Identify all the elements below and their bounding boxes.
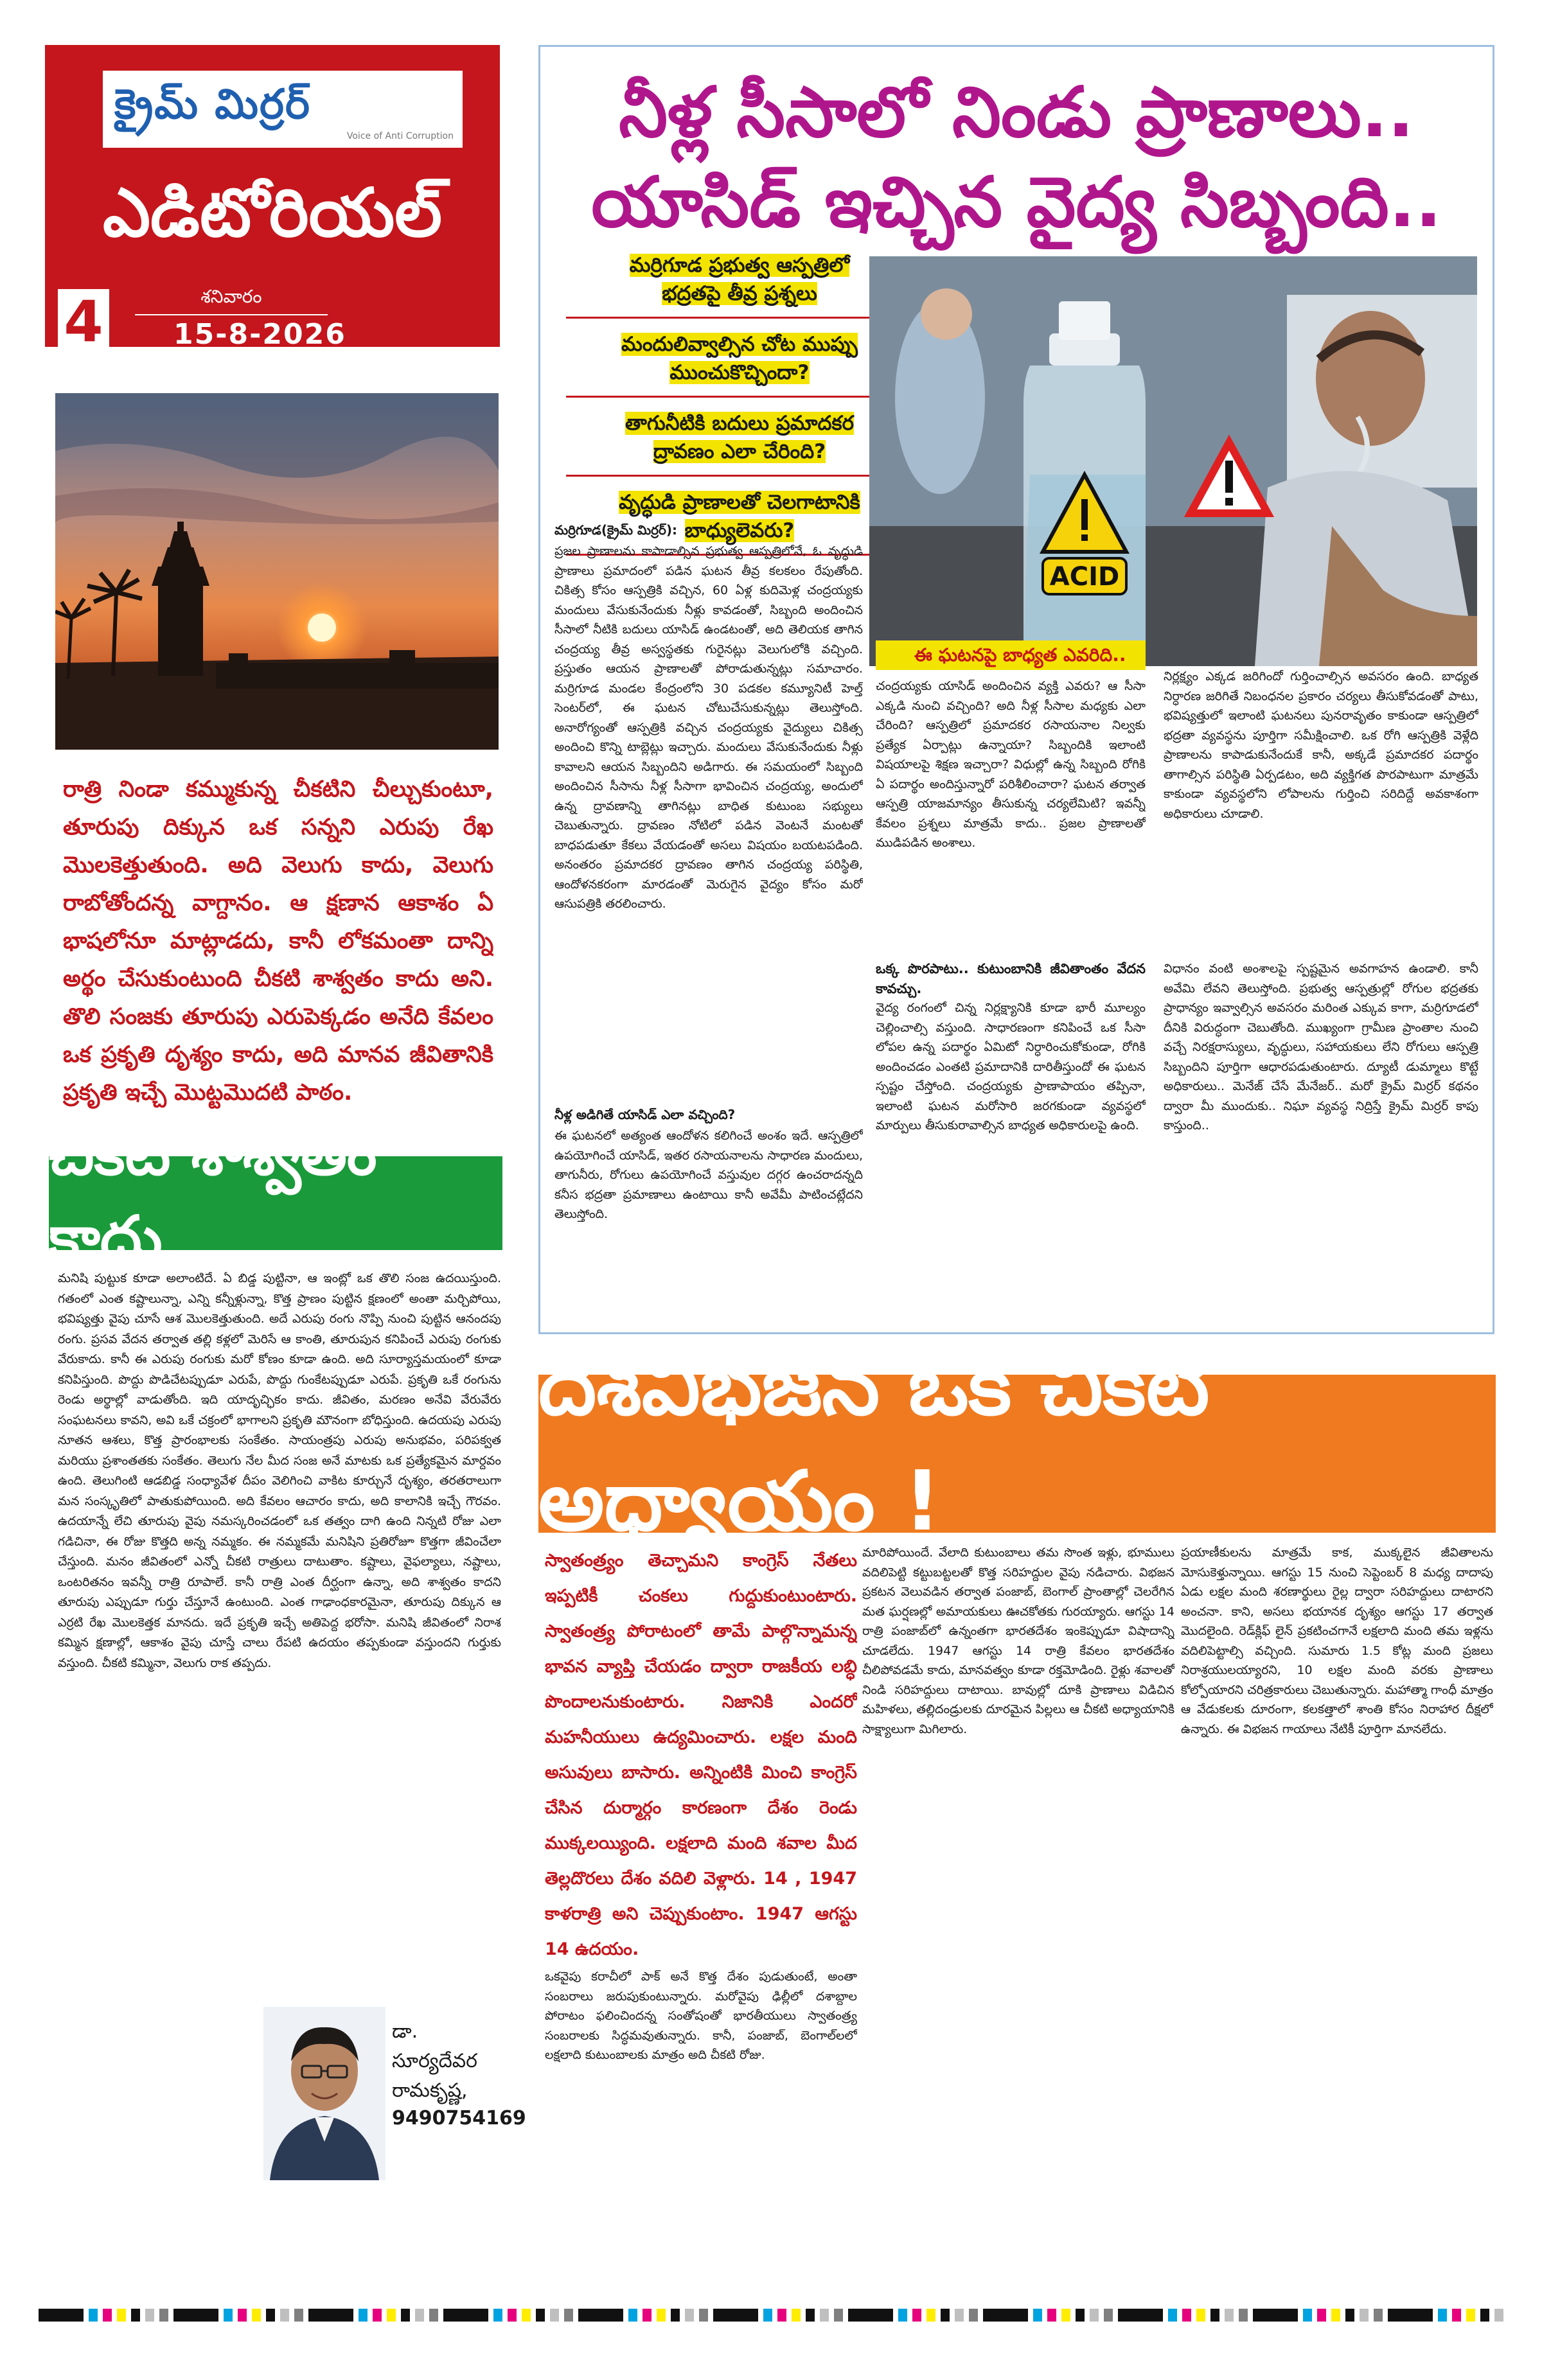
registration-block: [1210, 2309, 1219, 2322]
registration-block: [508, 2309, 517, 2322]
registration-block: [941, 2309, 950, 2322]
registration-block: [308, 2309, 353, 2322]
registration-block: [1118, 2309, 1163, 2322]
registration-block: [89, 2309, 98, 2322]
registration-block: [252, 2309, 261, 2322]
question-item: వృద్ధుడి ప్రాణాలతో చెలగాటానికి బాధ్యులెవరు?: [566, 483, 881, 556]
registration-block: [280, 2309, 289, 2322]
registration-block: [1494, 2309, 1503, 2322]
registration-block: [1182, 2309, 1191, 2322]
registration-block: [1480, 2309, 1489, 2322]
section-title: ఎడిటోరియల్: [102, 173, 442, 252]
registration-block: [1225, 2309, 1234, 2322]
registration-block: [806, 2309, 815, 2322]
issue-day: శనివారం: [135, 286, 328, 315]
partition-column-2: మారిపోయిందే. వేలాది కుటుంబాలు తమ సొంత ఇళ్లు, భూములు వదిలిపెట్టి కట్టుబట్టలతో కొత్త సరిహద్దుల వైపు నడిచారు. విభజన ప్రకటన వెలువడిన తర్వాత పంజాబ్, బెంగాల్ ప్రాంతాల్లో చెలరేగిన మత ఘర్షణల్లో అమాయకులు ఊచకోతకు గురయ్యారు. ఆగస్టు 14 రాత్రి పంజాబ్‌లో ఉన్నంతగా భారతదేశం ఇంకెప్పుడూ విషాదాన్ని చూడలేదు. 1947 ఆగస్టు 14 రాత్రి కేవలం భారతదేశం చీలిపోవడమే కాదు, మానవత్వం కూడా రక్తమోడింది. రైళ్లు శవాలతో నిండి సరిహద్దులు దాటాయి. బావుల్లో దూకి ప్రాణాలు విడిచిన మహిళలు, తల్లిదండ్రులకు దూరమైన పిల్లలు ఆ చీకటి అధ్యాయానికి సాక్ష్యాలుగా మిగిలారు.: [862, 1546, 1174, 1736]
registration-block: [792, 2309, 801, 2322]
acid-illustration: [869, 256, 1477, 666]
registration-block: [387, 2309, 396, 2322]
masthead: [45, 45, 500, 355]
registration-block: [1374, 2309, 1383, 2322]
acid-label: ACID: [1049, 562, 1120, 592]
editorial-banner: [49, 1120, 502, 1272]
registration-block: [685, 2309, 694, 2322]
registration-block: [969, 2309, 978, 2322]
registration-block: [578, 2309, 623, 2322]
story-subheading: నీళ్ల అడిగితే యాసిడ్ ఎలా వచ్చింది?: [554, 1107, 736, 1122]
story-column-1-continued: ఈ ఘటనలో అత్యంత ఆందోళన కలిగించే అంశం ఇదే. ఆస్పత్రిలో ఉపయోగించే యాసిడ్, ఇతర రసాయనాలను సాధారణ మందులు, తాగునీరు, రోగులు ఉపయోగించే వస్తువుల దగ్గర ఉంచరాదన్నది కనీస భద్రతా ప్రమాణాలు ఉంటాయి కానీ అవేమీ పాటించట్లేదని తెలుస్తోంది.: [554, 1129, 863, 1221]
registration-block: [266, 2309, 275, 2322]
registration-block: [834, 2309, 843, 2322]
registration-block: [1452, 2309, 1461, 2322]
sunrise-temple-photo: [55, 393, 499, 750]
registration-block: [1090, 2309, 1099, 2322]
registration-block: [1317, 2309, 1326, 2322]
story-byline: మర్రిగూడ(క్రైమ్ మిర్రర్):: [554, 522, 677, 538]
editorial-body: మనిషి పుట్టుక కూడా అలాంటిదే. ఏ బిడ్డ పుట్టినా, ఆ ఇంట్లో ఒక తొలి సంజ ఉదయిస్తుంది. గతంలో ఎంత కష్టాలున్నా, ఎన్ని కన్నీళ్లున్నా, కొత్త ప్రాణం పుట్టిన క్షణంలో అంతా మర్చిపోయి, భవిష్యత్తు వైపు చూసే ఆశ మొలకెత్తుతుంది. అదే ఎరుపు రంగు నొప్పి నుంచి పుట్టిన ఆనందపు రంగు. ప్రసవ వేదన తర్వాత తల్లి కళ్లలో మెరిసే ఆ కాంతి, తూరుపున కనిపించే ఎరుపు రంగుకు వేరుకాదు. కానీ ఈ ఎరుపు రంగుకు మరో కోణం కూడా ఉంది. అది సూర్యాస్తమయంలో కూడా కనిపిస్తుంది. పొద్దు పొడిచేటప్పుడూ ఎరుపే, పొద్దు గుంకేటప్పుడూ ఎరుపే. ప్రకృతి ఒకే రంగును రెండు అర్థాల్లో వాడుతోంది. ఇది యాదృచ్ఛికం కాదు. జీవితం, మరణం అనేవి వేరువేరు సంఘటనలు కావని, అవి ఒకే చక్రంలో భాగాలని ప్రకృతి మౌనంగా బోధిస్తుంది. ఉదయపు ఎరుపు నూతన ఆశలు, కొత్త ప్రారంభాలకు సంకేతం. సాయంత్రపు ఎరుపు అనుభవం, పరిపక్వత మరియు ప్రశాంతతకు సంకేతం. తెలుగు నేల మీద సంజ అనే మాటకు ఒక ప్రత్యేకమైన మార్దవం ఉంది. తెలుగింటి ఆడబిడ్డ సంధ్యావేళ దీపం వెలిగించి వాకిట కూర్చునే దృశ్యం, తరతరాలుగా మన సంస్కృతిలో పాతుకుపోయింది. అది కేవలం ఆచారం కాదు, అది కాలానికి ఇచ్చే గౌరవం. ఉదయాన్నే లేచి తూరుపు వైపు నమస్కరించడంలో ఒక తత్వం దాగి ఉంది నిన్నటి రోజు ఎలా గడిచినా, ఈ రోజు కొత్తది అన్న నమ్మకం. ఈ నమ్మకమే మనిషిని ప్రతిరోజూ కొత్తగా జీవించేలా చేస్తుంది. మనం జీవితంలో ఎన్నో చీకటి రాత్రులు దాటుతాం. కష్టాలు, వైఫల్యాలు, నష్టాలు, ఒంటరితనం ఇవన్నీ రాత్రి రూపాలే. కానీ రాత్రి ఎంత దీర్ఘంగా ఉన్నా, అది శాశ్వతం కాదని తూరుపు ఎప్పుడూ గుర్తు చేస్తూనే ఉంటుంది. ఎంత గాఢాంధకారమైనా, తూరుపు దిక్కున ఆ ఎర్రటి రేఖ మొలకెత్తక మానదు. ఇదే ప్రకృతి ఇచ్చే అతిపెద్ద భరోసా. మనిషి జీవితంలో నిరాశ కమ్మిన క్షణాల్లో, ఆకాశం వైపు చూస్తే చాలు రేపటి ఉదయం తప్పకుండా వస్తుందని గుర్తుకు వస్తుంది. చీకటి కమ్మినా, వెలుగు రాక తప్పదు.: [58, 1271, 501, 1670]
registration-block: [699, 2309, 708, 2322]
story-column-3-continued: విధానం వంటి అంశాలపై స్పష్టమైన అవగాహన ఉండాలి. కానీ అవేమి లేవని తెలుస్తోంది. ప్రభుత్వ ఆస్పత్రుల్లో రోగుల భద్రతకు ప్రాధాన్యం ఇవ్వాల్సిన అవసరం మరింత ఎక్కువ కాగా, మర్రిగూడలో దీనికి విరుద్ధంగా చెబుతోంది. ముఖ్యంగా గ్రామీణ ప్రాంతాల నుంచి వచ్చే నిరక్షరాస్యులు, వృద్ధులు, సహాయకులు లేని రోగులు ఆస్పత్రి సిబ్బందిని పూర్తిగా ఆధారపడుతుంటారు. ద్యూటీ డుమ్మాలు కొట్టే అధికారులు.. మెనేజ్ చేసే మేనేజర్.. మరో క్రైమ్ మిర్రర్ కథనం ద్వారా మీ ముందుకు.. నిఘా వ్యవస్థ నిద్రిస్తే క్రైమ్ మిర్రర్ కాపు కాస్తుంది..: [1164, 962, 1478, 1133]
question-item: తాగునీటికి బదులు ప్రమాదకర ద్రావణం ఎలా చేరింది?: [566, 404, 881, 477]
partition-column-1-text: ఒకవైపు కరాచీలో పాక్ అనే కొత్త దేశం పుడుతుంటే, అంతా సంబరాలు జరుపుకుంటున్నారు. మరోవైపు ఢిల్లీలో దశాబ్దాల పోరాటం ఫలించిందన్న సంతోషంతో భారతీయులు స్వాతంత్ర్య సంబరాలకు సిద్ధమవుతున్నారు. కానీ, పంజాబ్, బెంగాల్‌లలో లక్షలాది కుటుంబాలకు మాత్రం అది చీకటి రోజు.: [545, 1970, 857, 2062]
responsibility-subheading: ఈ ఘటనపై బాధ్యత ఎవరిది..: [876, 640, 1146, 670]
registration-block: [564, 2309, 573, 2322]
question-list: [566, 246, 881, 562]
registration-block: [657, 2309, 666, 2322]
registration-block: [1196, 2309, 1205, 2322]
sunrise-illustration: [55, 393, 499, 750]
registration-block: [1438, 2309, 1447, 2322]
partition-headline: దేశవిభజన ఒక చీకటి అధ్యాయం !: [538, 1338, 1210, 1549]
acid-bottle-patient-photo: [869, 256, 1477, 666]
editorial-banner-text: చీకటి శాశ్వతం కాదు: [49, 1120, 377, 1272]
registration-block: [1360, 2309, 1369, 2322]
registration-block: [373, 2309, 382, 2322]
partition-story: [538, 1535, 1496, 2248]
newspaper-logo: [103, 71, 463, 148]
story-column-2-text: వైద్య రంగంలో చిన్న నిర్లక్ష్యానికి కూడా భారీ మూల్యం చెల్లించాల్సి వస్తుంది. సాధారణంగా కనిపించే ఒక సీసా లోపల ఉన్న పదార్థం ఏమిటో నిర్ధారించుకోకుండా, రోగికి అందించడం ఎంతటి ప్రమాదానికి దారితీస్తుందో ఈ ఘటన స్పష్టం చేస్తోంది. చంద్రయ్యకు ప్రాణాపాయం తప్పినా, ఇలాంటి ఘటన మరోసారి జరగకుండా వ్యవస్థలో మార్పులు తీసుకురావాల్సిన బాధ్యత అధికారులపై ఉంది.: [876, 1001, 1146, 1133]
registration-block: [117, 2309, 126, 2322]
author-box: [256, 1991, 526, 2216]
registration-block: [522, 2309, 531, 2322]
registration-block: [898, 2309, 907, 2322]
registration-block: [1239, 2309, 1248, 2322]
registration-block: [294, 2309, 303, 2322]
registration-marks: [39, 2306, 1503, 2324]
registration-block: [550, 2309, 559, 2322]
registration-block: [1253, 2309, 1298, 2322]
registration-block: [145, 2309, 154, 2322]
registration-block: [926, 2309, 935, 2322]
registration-block: [1345, 2309, 1354, 2322]
registration-block: [536, 2309, 545, 2322]
partition-headline-banner: [538, 1338, 1496, 1549]
story-column-1: ప్రజల ప్రాణాలను కాపాడాల్సిన ప్రభుత్వ ఆస్పత్రిలోనే, ఓ వృద్ధుడి ప్రాణాలు ప్రమాదంలో పడిన ఘటన తీవ్ర కలకలం రేపుతోంది. చికిత్స కోసం ఆస్పత్రికి వచ్చిన, 60 ఏళ్ల కుదిమెళ్ల చంద్రయ్యకు మందులు వేసుకునేందుకు నీళ్లు కావడంతో, సిబ్బంది అందించిన సీసాలో నీటికి బదులు యాసిడ్ ఉండటంతో, అది తెలియక తాగిన చంద్రయ్య తీవ్ర అస్వస్థతకు గురైనట్లు వెలుగులోకి వచ్చింది. ప్రస్తుతం ఆయన ప్రాణాలతో పోరాడుతున్నట్లు సమాచారం. మర్రిగూడ మండల కేంద్రంలోని 30 పడకల కమ్యూనిటీ హెల్త్ సెంటర్‌లో, ఈ ఘటన చోటుచేసుకున్నట్లు తెలుస్తోంది. అనారోగ్యంతో ఆస్పత్రికి వచ్చిన చంద్రయ్యకు వైద్యులు చికిత్స అందించి కొన్ని టాబ్లెట్లు ఇచ్చారు. మందులు వేసుకునేందుకు నీళ్లు కావాలని ఆయన సిబ్బందిని అడిగారు. ఈ సమయంలో సిబ్బంది అందించిన సీసాను నీళ్ల సీసాగా భావించిన చంద్రయ్య, అందులో ఉన్న ద్రావణాన్ని తాగినట్లు బాధిత కుటుంబ సభ్యులు చెబుతున్నారు. ద్రావణం నోటిలో పడిన వెంటనే మంటతో బాధపడుతూ కేకలు వేయడంతో అసలు విషయం బయటపడింది. అనంతరం ప్రమాదకర ద్రావణం తాగిన చంద్రయ్య పరిస్థితి, ఆందోళనకరంగా మారడంతో మెరుగైన వైద్యం కోసం మరో ఆసుపత్రికి తరలించారు.: [554, 544, 863, 911]
logo-tagline: Voice of Anti Corruption: [346, 131, 454, 141]
question-item: మందులివ్వాల్సిన చోట ముప్పు ముంచుకొచ్చిందా?: [566, 325, 881, 398]
print-registration-bar: [39, 2306, 1503, 2324]
registration-block: [955, 2309, 964, 2322]
registration-block: [642, 2309, 651, 2322]
registration-block: [493, 2309, 502, 2322]
registration-block: [1331, 2309, 1340, 2322]
registration-block: [1303, 2309, 1312, 2322]
author-portrait: [263, 2007, 386, 2180]
registration-block: [359, 2309, 368, 2322]
registration-block: [713, 2309, 758, 2322]
issue-date: 15-8-2026: [173, 318, 346, 351]
registration-block: [671, 2309, 680, 2322]
registration-block: [1033, 2309, 1042, 2322]
registration-block: [401, 2309, 410, 2322]
registration-block: [628, 2309, 637, 2322]
registration-block: [1047, 2309, 1056, 2322]
partition-column-1: [545, 1543, 857, 2237]
registration-block: [777, 2309, 786, 2322]
main-headline-line-2: యాసిడ్ ఇచ్చిన వైద్య సిబ్బంది..: [591, 163, 1442, 243]
registration-block: [1076, 2309, 1085, 2322]
registration-block: [173, 2309, 218, 2322]
registration-block: [103, 2309, 112, 2322]
editorial-poem: రాత్రి నిండా కమ్ముకున్న చీకటిని చీల్చుకుంటూ, తూరుపు దిక్కున ఒక సన్నని ఎరుపు రేఖ మొలకెత్తుతుంది. అది వెలుగు కాదు, వెలుగు రాబోతోందన్న వాగ్దానం. ఆ క్షణాన ఆకాశం ఏ భాషలోనూ మాట్లాడదు, కానీ లోకమంతా దాన్ని అర్థం చేసుకుంటుంది చీకటి శాశ్వతం కాదు అని. తొలి సంజకు తూరుపు ఎరుపెక్కడం అనేది కేవలం ఒక ప్రకృతి దృశ్యం కాదు, అది మానవ జీవితానికి ప్రకృతి ఇచ్చే మొట్టమొదటి పాఠం.: [63, 777, 493, 1106]
registration-block: [429, 2309, 438, 2322]
story-column-2-continued: [876, 959, 1146, 1319]
story-column-3: నిర్లక్ష్యం ఎక్కడ జరిగిందో గుర్తించాల్సిన అవసరం ఉంది. బాధ్యత నిర్ధారణ జరిగితే నిబంధనల ప్రకారం చర్యలు తీసుకోవడంతో పాటు, భవిష్యత్తులో ఇలాంటి ఘటనలు పునరావృతం కాకుండా ఆస్పత్రిలో భద్రతా వ్యవస్థను పూర్తిగా సమీక్షించాలి. ఒక రోగి ఆస్పత్రికి వెళ్లేది ప్రాణాలను కాపాడుకునేందుకే కానీ, అక్కడే ప్రమాదకర పదార్థం తాగాల్సిన పరిస్థితి ఏర్పడటం, అది వ్యక్తిగత పొరపాటుగా మాత్రమే కాకుండా వ్యవస్థలోని లోపాలను గుర్తించి సరిదిద్దే అవకాశంగా అధికారులు చూడాలి.: [1164, 669, 1478, 821]
registration-block: [763, 2309, 772, 2322]
registration-block: [39, 2309, 84, 2322]
editorial-body-continued: [58, 1946, 257, 2216]
main-story: [538, 45, 1494, 1334]
registration-block: [1388, 2309, 1433, 2322]
registration-block: [912, 2309, 921, 2322]
author-phone: 9490754169: [392, 2107, 526, 2129]
page-number: 4: [58, 289, 109, 353]
registration-block: [1104, 2309, 1113, 2322]
registration-block: [983, 2309, 1028, 2322]
partition-lead: స్వాతంత్ర్యం తెచ్చామని కాంగ్రెస్ నేతలు ఇప్పటికీ చంకలు గుద్దుకుంటుంటారు. స్వాతంత్ర్య పోరాటంలో తామే పాల్గొన్నామన్న భావన వ్యాప్తి చేయడం ద్వారా రాజకీయ లబ్ధి పొందాలనుకుంటారు. నిజానికి ఎందరో మహనీయులు ఉద్యమించారు. లక్షల మంది అసువులు బాసారు. అన్నింటికి మించి కాంగ్రెస్ చేసిన దుర్మార్గం కారణంగా దేశం రెండు ముక్కలయ్యింది. లక్షలాది మంది శవాల మీద తెల్లదొరలు దేశం వదిలి వెళ్లారు. 14 , 1947 కాళరాత్రి అని చెప్పుకుంటాం. 1947 ఆగస్టు 14 ఉదయం.: [545, 1551, 857, 1959]
question-item: మర్రిగూడ ప్రభుత్వ ఆస్పత్రిలో భద్రతపై తీవ్ర ప్రశ్నలు: [566, 246, 881, 319]
main-headline-line-1: నీళ్ల సీసాలో నిండు ప్రాణాలు..: [619, 73, 1414, 153]
logo-text: క్రైమ్ మిర్రర్: [114, 80, 311, 128]
registration-block: [1168, 2309, 1177, 2322]
registration-block: [159, 2309, 168, 2322]
registration-block: [415, 2309, 424, 2322]
registration-block: [1466, 2309, 1475, 2322]
registration-block: [238, 2309, 247, 2322]
registration-block: [848, 2309, 893, 2322]
registration-block: [1061, 2309, 1070, 2322]
registration-block: [443, 2309, 488, 2322]
story-column-2-subheading: ఒక్క పొరపాటు.. కుటుంబానికి జీవితాంతం వేదన కావచ్చు.: [876, 961, 1146, 996]
registration-block: [820, 2309, 829, 2322]
author-name: డా. సూర్యదేవర రామకృష్ణ,: [392, 2020, 477, 2102]
story-column-2: చంద్రయ్యకు యాసిడ్ అందించిన వ్యక్తి ఎవరు? ఆ సీసా ఎక్కడి నుంచి వచ్చింది? అది నీళ్ల సీసాల మధ్యకు ఎలా చేరింది? ఆస్పత్రిలో ప్రమాదకర రసాయనాల నిల్వకు ప్రత్యేక ఏర్పాట్లు ఉన్నాయా? సిబ్బందికి ఇలాంటి విషయాలపై శిక్షణ ఇచ్చారా? విధుల్లో ఉన్న సిబ్బంది రోగికి ఏ పదార్థం అందిస్తున్నారో పరిశీలించారా? ఘటన తర్వాత ఆస్పత్రి యాజమాన్యం తీసుకున్న చర్యలేమిటి? ఇవన్నీ కేవలం ప్రశ్నలు మాత్రమే కాదు.. ప్రజల ప్రాణాలతో ముడిపడిన అంశాలు.: [876, 679, 1146, 850]
partition-column-3: ప్రయాణీకులను మాత్రమే కాక, ముక్కలైన జీవితాలను మోసుకెళ్తున్నాయి. ఆగస్టు 15 నుంచి సెప్టెంబర్ 8 మధ్య దాదాపు ఏడు లక్షల మంది శరణార్థులు రైల్ల ద్వారా సరిహద్దులు దాటారని అంచనా. కాని, అసలు భయానక దృశ్యం ఆగస్టు 17 తర్వాత మొదలైంది. రెడ్‌క్లిఫ్ లైన్ ప్రకటించగానే లక్షలాది మంది తమ ఇళ్లను వదిలిపెట్టాల్సి వచ్చింది. సుమారు 1.5 కోట్ల మంది ప్రజలు నిరాశ్రయులయ్యారని, 10 లక్షల మంది వరకు ప్రాణాలు కోల్పోయారని చరిత్రకారులు చెబుతున్నారు. మహాత్మా గాంధీ మాత్రం ఆ వేడుకలకు దూరంగా, కలకత్తాలో శాంతి కోసం నిరాహార దీక్షలో ఉన్నారు. ఈ విభజన గాయాలు నేటికీ పూర్తిగా మానలేదు.: [1181, 1546, 1493, 1736]
registration-block: [224, 2309, 233, 2322]
registration-block: [131, 2309, 140, 2322]
author-photo: [263, 2007, 386, 2180]
